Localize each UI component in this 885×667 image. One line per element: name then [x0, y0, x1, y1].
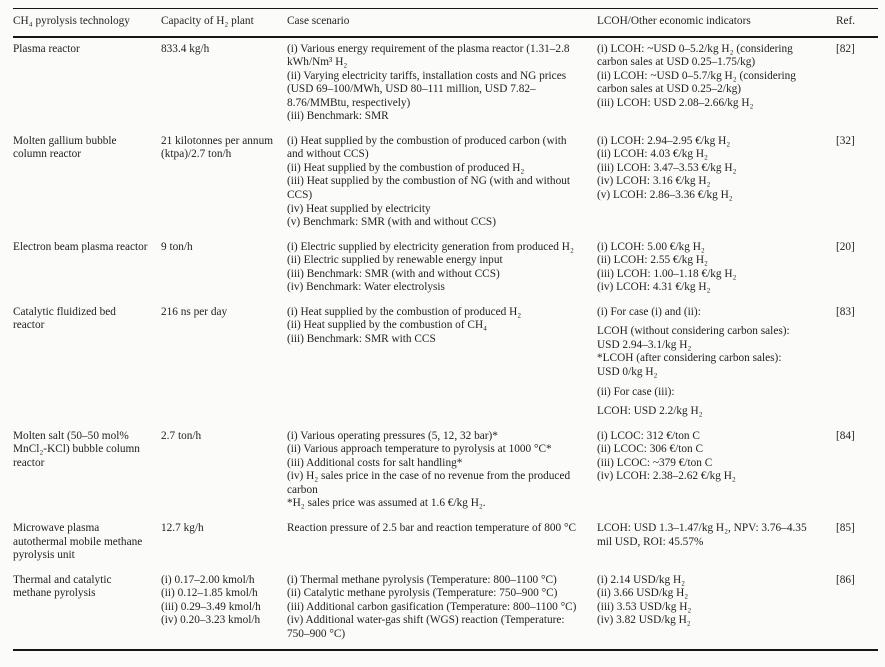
case-scenario-cell — [287, 130, 597, 236]
cell-line: (ii) 3.66 USD/kg H₂ — [597, 587, 689, 600]
cell-line: Electron beam plasma reactor — [13, 240, 148, 253]
col-header-indicators: LCOH/Other economic indicators — [597, 9, 836, 37]
technology-cell — [13, 130, 161, 236]
indicators-cell — [597, 130, 836, 236]
cell-line: (iii) Heat supplied by the combustion of NG (with and without CCS) — [287, 175, 571, 202]
cell-line: (i) Heat supplied by the combustion of produced H₂ — [287, 305, 522, 318]
header-row — [13, 9, 878, 37]
cell-line: (i) LCOC: 312 €/ton C — [597, 429, 700, 442]
cell-line: 833.4 kg/h — [161, 42, 210, 55]
cell-line: USD 0/kg H₂ — [597, 366, 658, 379]
cell-line: (ii) Varying electricity tariffs, installation costs and NG prices (USD 69–100/MWh, USD 80–111 million, USD 7.82–8.76/MMBtu, respectively) — [287, 69, 567, 109]
cell-line: (iv) LCOH: 3.16 €/kg H₂ — [597, 175, 711, 188]
ref-cell — [836, 130, 878, 236]
cell-line: (i) Heat supplied by the combustion of produced carbon (with and without CCS) — [287, 134, 567, 161]
indicators-cell — [597, 425, 836, 517]
cell-line: (ii) Electric supplied by renewable energy input — [287, 254, 503, 267]
table-row — [13, 569, 878, 651]
cell-line: (i) 2.14 USD/kg H₂ — [597, 573, 686, 586]
ref-cell — [836, 301, 878, 425]
cell-line: *LCOH (after considering carbon sales): — [597, 352, 782, 365]
cell-line: [20] — [836, 240, 855, 253]
technology-cell — [13, 425, 161, 517]
case-scenario-cell — [287, 569, 597, 651]
cell-line: (iii) LCOH: 1.00–1.18 €/kg H₂ — [597, 267, 737, 280]
cell-line: (iii) 3.53 USD/kg H₂ — [597, 600, 692, 613]
cell-line: (iv) LCOH: 4.31 €/kg H₂ — [597, 281, 711, 294]
cell-line: Thermal and catalytic methane pyrolysis — [13, 573, 112, 600]
capacity-cell — [161, 425, 287, 517]
technology-cell — [13, 569, 161, 651]
table-row — [13, 37, 878, 130]
ref-cell — [836, 236, 878, 301]
cell-line: (i) LCOH: 5.00 €/kg H₂ — [597, 240, 705, 253]
cell-line: (ii) For case (iii): — [597, 385, 675, 398]
case-scenario-cell — [287, 37, 597, 130]
cell-line: LCOH (without considering carbon sales): — [597, 325, 790, 338]
cell-line: (i) LCOH: 2.94–2.95 €/kg H₂ — [597, 134, 731, 147]
cell-line: [83] — [836, 305, 855, 318]
cell-line: [86] — [836, 573, 855, 586]
table-body — [13, 37, 878, 651]
cell-line: 9 ton/h — [161, 240, 193, 253]
cell-line: LCOH: USD 1.3–1.47/kg H₂, NPV: 3.76–4.35 mil USD, ROI: 45.57% — [597, 521, 807, 548]
capacity-cell — [161, 130, 287, 236]
indicators-cell — [597, 37, 836, 130]
ref-cell — [836, 569, 878, 651]
cell-line: (i) Various operating pressures (5, 12, 32 bar)* — [287, 429, 498, 442]
cell-line: (i) 0.17–2.00 kmol/h — [161, 573, 255, 586]
cell-line: Catalytic fluidized bed reactor — [13, 305, 116, 332]
case-scenario-cell — [287, 301, 597, 425]
cell-line: (ii) Various approach temperature to pyrolysis at 1000 °C* — [287, 443, 552, 456]
cell-line: (iii) LCOH: USD 2.08–2.66/kg H₂ — [597, 96, 754, 109]
cell-line: *H₂ sales price was assumed at 1.6 €/kg H₂. — [287, 497, 486, 510]
capacity-cell — [161, 517, 287, 569]
cell-line: (iv) Benchmark: Water electrolysis — [287, 281, 445, 294]
case-scenario-cell — [287, 425, 597, 517]
indicators-cell — [597, 517, 836, 569]
table-row — [13, 130, 878, 236]
cell-line: (iv) LCOH: 2.38–2.62 €/kg H₂ — [597, 470, 736, 483]
cell-line: (iii) Benchmark: SMR — [287, 110, 389, 123]
cell-line: (i) Various energy requirement of the plasma reactor (1.31–2.8 kWh/Nm³ H₂ — [287, 42, 570, 69]
cell-line: (ii) Heat supplied by the combustion of produced H₂ — [287, 161, 525, 174]
cell-line: (ii) LCOH: ~USD 0–5.7/kg H₂ (considering carbon sales at USD 0.25–2/kg) — [597, 69, 796, 96]
cell-line: (i) For case (i) and (ii): — [597, 305, 701, 318]
cell-line: 216 ns per day — [161, 305, 228, 318]
capacity-cell — [161, 301, 287, 425]
cell-line: [82] — [836, 42, 855, 55]
cell-line: LCOH: USD 2.2/kg H₂ — [597, 405, 703, 418]
technology-cell — [13, 301, 161, 425]
cell-line: Plasma reactor — [13, 42, 80, 55]
cell-line: (ii) LCOC: 306 €/ton C — [597, 443, 704, 456]
technology-cell — [13, 37, 161, 130]
col-header-case-scenario: Case scenario — [287, 9, 597, 37]
ref-cell — [836, 425, 878, 517]
col-header-ref: Ref. — [836, 9, 878, 37]
cell-line: (iv) 3.82 USD/kg H₂ — [597, 614, 691, 627]
cell-line: (ii) 0.12–1.85 kmol/h — [161, 587, 258, 600]
case-scenario-cell — [287, 236, 597, 301]
cell-line: (i) LCOH: ~USD 0–5.2/kg H₂ (considering carbon sales at USD 0.25–1.75/kg) — [597, 42, 793, 69]
table-header — [13, 9, 878, 37]
capacity-cell — [161, 236, 287, 301]
indicators-cell — [597, 301, 836, 425]
cell-line: (iii) LCOH: 3.47–3.53 €/kg H₂ — [597, 161, 737, 174]
table-row — [13, 425, 878, 517]
cell-line: [85] — [836, 521, 855, 534]
cell-line: (iii) Benchmark: SMR with CCS — [287, 332, 436, 345]
technology-cell — [13, 236, 161, 301]
ref-cell — [836, 517, 878, 569]
cell-line: (iv) H₂ sales price in the case of no revenue from the produced carbon — [287, 470, 571, 496]
cell-line: [32] — [836, 134, 855, 147]
cell-line: USD 2.94–3.1/kg H₂ — [597, 338, 692, 351]
cell-line: (iii) Benchmark: SMR (with and without CCS) — [287, 267, 500, 280]
cell-line: (iii) LCOC: ~379 €/ton C — [597, 456, 713, 469]
table-row — [13, 517, 878, 569]
cell-line: (iv) Additional water-gas shift (WGS) reaction (Temperature: 750–900 °C) — [287, 614, 565, 640]
cell-line: Microwave plasma autothermal mobile methane pyrolysis unit — [13, 521, 143, 562]
col-header-technology: CH₄ pyrolysis technology — [13, 9, 161, 37]
cell-line: (iii) Additional carbon gasification (Temperature: 800–1100 °C) — [287, 600, 577, 613]
cell-line: 21 kilotonnes per annum (ktpa)/2.7 ton/h — [161, 134, 274, 161]
cell-line: (ii) LCOH: 4.03 €/kg H₂ — [597, 148, 708, 161]
cell-line: Reaction pressure of 2.5 bar and reaction temperature of 800 °C — [287, 521, 577, 534]
indicators-cell — [597, 569, 836, 651]
cell-line: (v) LCOH: 2.86–3.36 €/kg H₂ — [597, 189, 733, 202]
cell-line: (ii) Catalytic methane pyrolysis (Temperature: 750–900 °C) — [287, 587, 558, 600]
cell-line: (iv) 0.20–3.23 kmol/h — [161, 614, 261, 627]
indicators-cell — [597, 236, 836, 301]
cell-line: 12.7 kg/h — [161, 521, 204, 534]
cell-line: (i) Electric supplied by electricity generation from produced H₂ — [287, 240, 574, 253]
col-header-capacity: Capacity of H₂ plant — [161, 9, 287, 37]
cell-line: Molten salt (50–50 mol% MnCl₂-KCl) bubble column reactor — [13, 429, 140, 469]
capacity-cell — [161, 37, 287, 130]
cell-line: (v) Benchmark: SMR (with and without CCS) — [287, 216, 496, 229]
cell-line: 2.7 ton/h — [161, 429, 202, 442]
table-row — [13, 301, 878, 425]
capacity-cell — [161, 569, 287, 651]
ref-cell — [836, 37, 878, 130]
cell-line: (iii) 0.29–3.49 kmol/h — [161, 600, 261, 613]
economic-indicators-table — [13, 8, 878, 651]
cell-line: Molten gallium bubble column reactor — [13, 134, 117, 161]
cell-line: [84] — [836, 429, 855, 442]
cell-line: (iv) Heat supplied by electricity — [287, 202, 431, 215]
table-row — [13, 236, 878, 301]
technology-cell — [13, 517, 161, 569]
cell-line: (i) Thermal methane pyrolysis (Temperature: 800–1100 °C) — [287, 573, 557, 586]
cell-line: (iii) Additional costs for salt handling* — [287, 456, 463, 469]
cell-line: (ii) Heat supplied by the combustion of CH₄ — [287, 319, 488, 332]
table-container — [13, 8, 878, 651]
case-scenario-cell — [287, 517, 597, 569]
cell-line: (ii) LCOH: 2.55 €/kg H₂ — [597, 254, 708, 267]
